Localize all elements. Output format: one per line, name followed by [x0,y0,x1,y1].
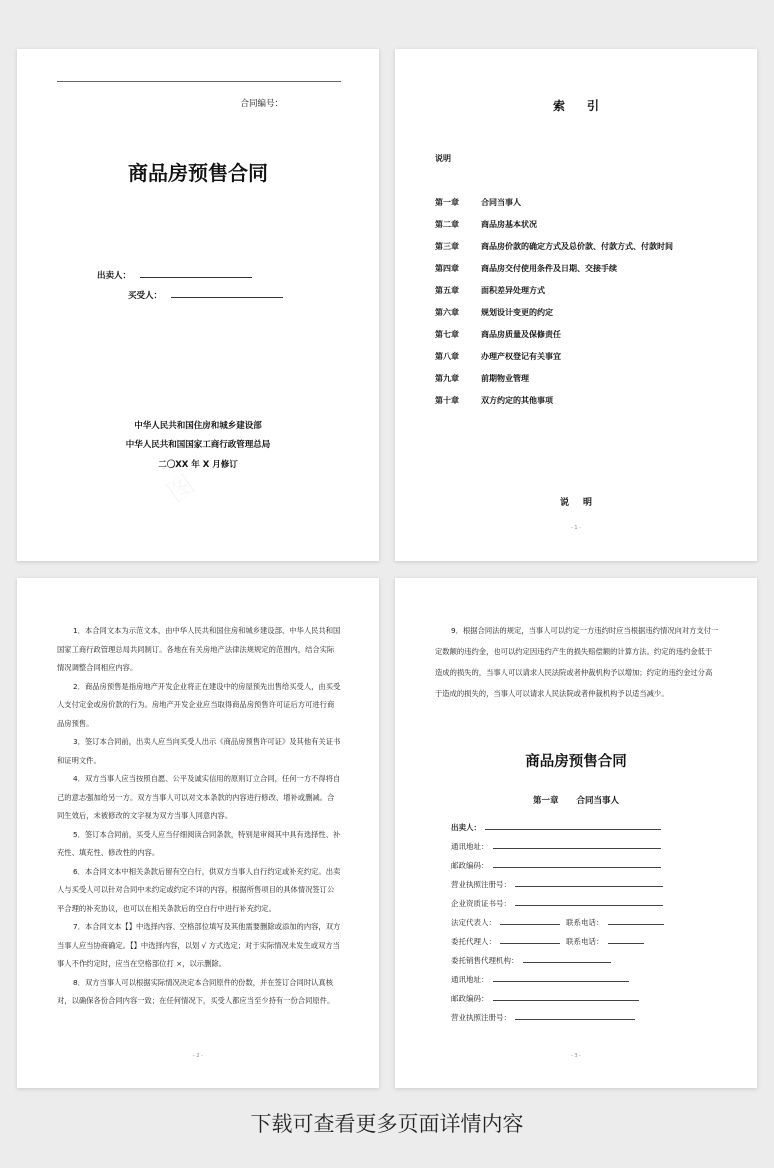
contract-number-label: 合同编号： [240,99,283,109]
field-license-2 [451,1011,635,1023]
toc-chapter-number: 第十章 [435,396,459,405]
toc-chapter-title: 面积差异处理方式 [481,286,545,295]
field-address [451,840,661,852]
field-address-2 [451,973,629,985]
seller-row [97,268,252,281]
notes-page [17,578,379,1088]
field-cert [451,897,663,909]
toc-item [435,219,537,230]
cover-title: 商品房预售合同 [128,161,268,185]
field-sales-agency [451,954,611,966]
notes-body [57,622,341,1011]
field-label: 委托代理人： [451,937,496,946]
field-blank [608,916,664,925]
toc-item [435,395,553,406]
field-label: 通讯地址： [451,842,489,851]
revision-date: 二〇XX 年 X 月修订 [158,460,238,470]
issuer-saic: 中华人民共和国国家工商行政管理总局 [125,440,271,450]
toc-chapter-title: 前期物业管理 [481,374,529,383]
field-blank [500,916,560,925]
chapter-title: 合同当事人 [576,796,620,806]
note-paragraph: 8．双方当事人可以根据实际情况决定本合同原件的份数，并在签订合同时认真核对，以确保各份合同内容一致；在任何情况下，买受人都应当至少持有一份合同原件。 [57,977,335,1005]
issuer-ministry-housing: 中华人民共和国住房和城乡建设部 [134,421,262,431]
field-label: 营业执照注册号： [451,880,511,889]
field-label: 法定代表人： [451,918,496,927]
toc-chapter-title: 规划设计变更的约定 [481,308,553,317]
cover-top-rule [57,81,341,82]
index-page [395,49,757,561]
page-number: - 3 - [571,1053,581,1059]
toc-chapter-number: 第八章 [435,352,459,361]
toc-chapter-number: 第五章 [435,286,459,295]
toc-chapter-title: 商品房价款的确定方式及总价款、付款方式、付款时间 [481,242,673,251]
field-blank [485,821,661,830]
field-blank [608,935,644,944]
chapter-heading [395,794,757,806]
field-label: 联系电话： [566,918,604,927]
field-label: 邮政编码： [451,994,489,1003]
toc-chapter-number: 第二章 [435,220,459,229]
page-number: - 1 - [571,525,581,531]
toc-item [435,197,521,208]
field-label: 通讯地址： [451,975,489,984]
index-title: 索引 [552,99,621,113]
field-license [451,878,663,890]
note-paragraph: 3．签订本合同前，出卖人应当向买受人出示《商品房预售许可证》及其他有关证书和证明文件。 [57,737,341,765]
toc-chapter-title: 办理产权登记有关事宜 [481,352,561,361]
field-label: 营业执照注册号： [451,1013,511,1022]
field-blank [515,878,663,887]
toc-item [435,241,673,252]
toc-chapter-title: 商品房质量及保修责任 [481,330,561,339]
field-blank [515,1011,635,1020]
watermark [159,465,202,510]
field-label: 企业资质证书号： [451,899,511,908]
buyer-row [128,288,283,301]
field-postcode [451,859,661,871]
seller-blank [140,268,252,278]
field-seller [451,821,661,833]
field-label: 委托销售代理机构： [451,956,519,965]
field-blank [493,840,661,849]
field-blank [493,973,629,982]
note-paragraph: 1．本合同文本为示范文本，由中华人民共和国住房和城乡建设部、中华人民共和国国家工商行政管理总局共同制订。各地在有关房地产法律法规规定的范围内，结合实际情况调整合同相应内容。 [57,626,341,672]
toc-chapter-number: 第六章 [435,308,459,317]
clause-9 [435,620,719,704]
clause-9-text: 9．根据合同法的规定，当事人可以约定一方违约时应当根据违约情况向对方支付一定数额的违约金，也可以约定因违约产生的损失赔偿额的计算方法。约定的违约金低于造成的损失的，当事人可以请求人民法院或者仲裁机构予以增加；约定的违约金过分高于造成的损失的，当事人可以请求人民法院或者仲裁机构予以适当减少。 [435,626,719,698]
toc-chapter-number: 第三章 [435,242,459,251]
index-footer-heading: 说明 [559,498,606,508]
toc-chapter-title: 双方约定的其他事项 [481,396,553,405]
toc-item [435,373,529,384]
toc-chapter-title: 合同当事人 [481,198,521,207]
field-postcode-2 [451,992,639,1004]
note-paragraph: 2．商品房预售是指房地产开发企业将正在建设中的房屋预先出售给买受人，由买受人支付定金或房价款的行为。房地产开发企业应当取得商品房预售许可证后方可进行商品房预售。 [57,681,341,728]
note-paragraph: 4．双方当事人应当按照自愿、公平及诚实信用的原则订立合同，任何一方不得将自己的意志强加给另一方。双方当事人可以对文本条款的内容进行修改、增补或删减。合同生效后，未被修改的文字视为双方当事人同意内容。 [57,774,341,820]
toc-chapter-number: 第七章 [435,330,459,339]
field-legal-rep [451,916,664,928]
seller-label: 出卖人： [97,271,132,281]
note-paragraph: 7．本合同文本【】中选择内容、空格部位填写及其他需要删除或添加的内容，双方当事人应当协商确定。【】中选择内容，以划 √ 方式选定；对于实际情况未发生或双方当事人不作约定时，应当在空格部位打 ×，以示删除。 [57,922,341,968]
note-paragraph: 6．本合同文本中相关条款后留有空白行，供双方当事人自行约定或补充约定。出卖人与买受人可以针对合同中未约定或约定不详的内容，根据所售项目的具体情况签订公平合理的补充协议，也可以在相关条款后的空白行中进行补充约定。 [57,866,341,913]
field-blank [493,859,661,868]
toc-item [435,285,545,296]
toc-item [435,329,561,340]
index-intro: 说明 [435,154,451,163]
field-agent [451,935,644,947]
field-label: 联系电话： [566,937,604,946]
note-paragraph: 5．签订本合同前，买受人应当仔细阅读合同条款，特别是审阅其中具有选择性、补充性、填充性、修改性的内容。 [57,829,341,857]
field-blank [523,954,611,963]
field-blank [500,935,560,944]
buyer-blank [171,288,283,298]
field-label: 邮政编码： [451,861,489,870]
download-more-caption: 下载可查看更多页面详情内容 [250,1112,524,1136]
field-blank [493,992,639,1001]
field-blank [515,897,663,906]
toc-item [435,351,561,362]
toc-chapter-number: 第一章 [435,198,459,207]
buyer-label: 买受人： [128,291,163,301]
contract-title: 商品房预售合同 [525,754,627,770]
toc-item [435,263,617,274]
contract-page [395,578,757,1088]
toc-item [435,307,553,318]
page-number: - 2 - [193,1053,203,1059]
chapter-number: 第一章 [532,796,559,806]
cover-page [17,49,379,561]
toc-chapter-title: 商品房交付使用条件及日期、交接手续 [481,264,617,273]
toc-chapter-number: 第九章 [435,374,459,383]
toc-chapter-number: 第四章 [435,264,459,273]
toc-chapter-title: 商品房基本状况 [481,220,537,229]
field-label: 出卖人： [451,823,481,832]
